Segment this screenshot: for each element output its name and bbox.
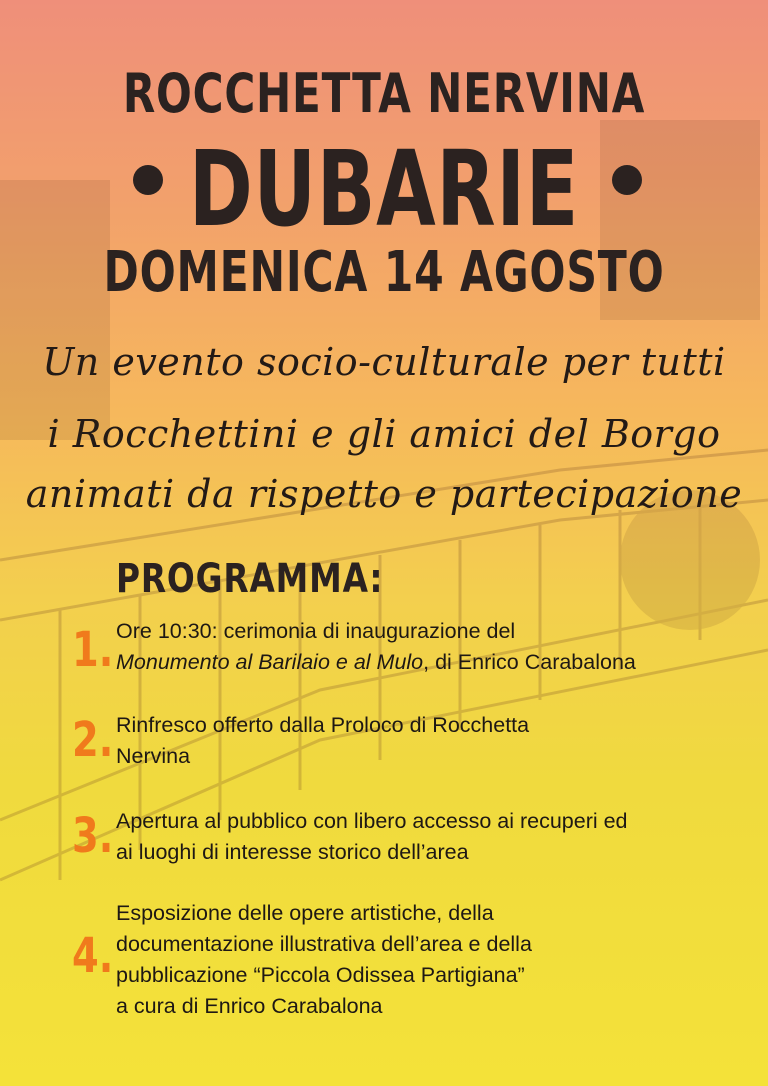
program-item-line: Apertura al pubblico con libero accesso ai recuperi ed (116, 809, 628, 833)
program-item-line: documentazione illustrativa dell’area e della (116, 932, 532, 956)
event-title: DUBARIE (188, 128, 580, 250)
program-item-line: a cura di Enrico Carabalona (116, 994, 383, 1018)
program-item-text (116, 898, 726, 1022)
program-item-line: pubblicazione “Piccola Odissea Partigiana” (116, 963, 525, 987)
program-item-line: Esposizione delle opere artistiche, della (116, 901, 494, 925)
program-item-line-rest: , di Enrico Carabalona (423, 650, 636, 674)
program-item-line: Nervina (116, 744, 191, 768)
town-title: ROCCHETTA NERVINA (122, 62, 646, 125)
monument-name: Monumento al Barilaio e al Mulo (116, 650, 424, 674)
programma-heading: PROGRAMMA: (116, 556, 384, 602)
program-item-line: ai luoghi di interesse storico dell’area (116, 840, 469, 864)
tagline-line-3: animati da rispetto e partecipazione (25, 472, 743, 516)
program-item-line (116, 647, 726, 678)
program-item-text (116, 616, 726, 678)
program-item-text (116, 710, 726, 772)
program-item-text (116, 806, 726, 868)
event-date: DOMENICA 14 AGOSTO (103, 240, 665, 305)
program-item-number: 2. (72, 712, 114, 768)
tagline-line-2: i Rocchettini e gli amici del Borgo (47, 412, 721, 456)
program-item-line: Ore 10:30: cerimonia di inaugurazione del (116, 619, 516, 643)
program-item-number: 1. (72, 622, 114, 678)
program-item-number: 3. (72, 808, 114, 864)
program-item-number: 4. (72, 928, 114, 984)
program-item-line: Rinfresco offerto dalla Proloco di Rocchetta (116, 713, 530, 737)
tagline-line-1: Un evento socio-culturale per tutti (42, 340, 726, 384)
bullet-dot-right (612, 165, 642, 195)
